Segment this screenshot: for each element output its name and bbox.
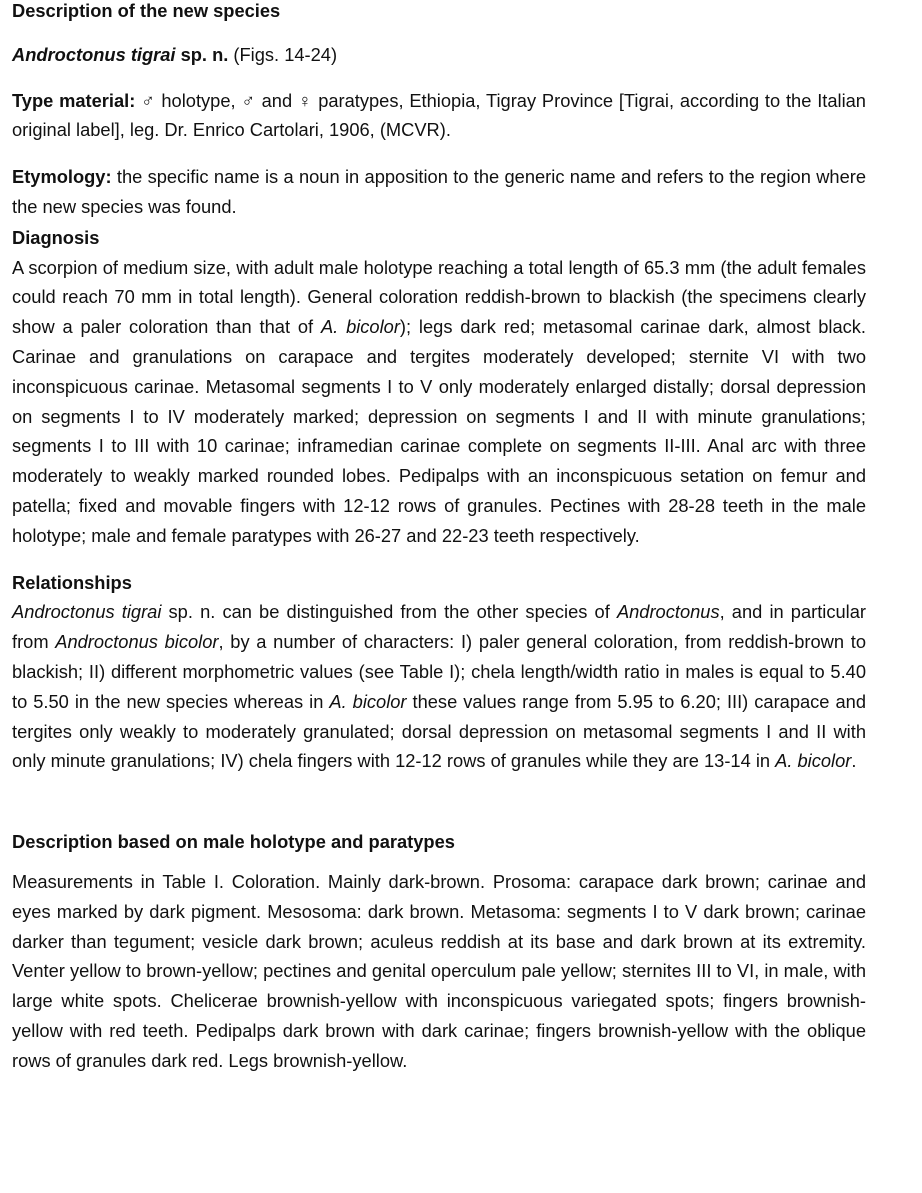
species-name: Androctonus tigrai (12, 43, 176, 65)
species-status: sp. n. (175, 43, 229, 65)
type-material-text: ♂ holotype, ♂ and ♀ paratypes, Ethiopia, Tigray Province [Tigrai, according to the Italian original label], leg. Dr. Enrico Cartolari, 1906, (MCVR). (12, 89, 866, 141)
etymology-paragraph (12, 162, 866, 222)
diagnosis-heading: Diagnosis (12, 226, 100, 248)
diagnosis-text-2: ); legs dark red; metasomal carinae dark, almost black. Carinae and granulations on carapace and tergites moderately developed; sternite VI with two inconspicuous carinae. Metasomal segments I to V only moderately enlarged distally; dorsal depression on segments I to IV moderately marked; depression on segments I and II with minute granulations; segments I to III with 10 carinae; inframedian carinae complete on segments II-III. Anal arc with three moderately to weakly marked rounded lobes. Pedipalps with an inconspicuous setation on femur and patella; fixed and movable fingers with 12-12 rows of granules. Pectines with 28-28 teeth in the male holotype; male and female paratypes with 26-27 and 22-23 teeth respectively. (12, 316, 866, 546)
relationships-species-3: A. bicolor (329, 690, 407, 712)
relationships-text-1: sp. n. can be distinguished from the other species of (161, 601, 617, 623)
type-material-paragraph (12, 86, 866, 146)
description-paragraph: Measurements in Table I. Coloration. Mainly dark-brown. Prosoma: carapace dark brown; carinae and eyes marked by dark pigment. Mesosoma: dark brown. Metasoma: segments I to V dark brown; carinae darker than tegument; vesicle dark brown; aculeus reddish at its base and dark brown at its extremity. Venter yellow to brown-yellow; pectines and genital operculum pale yellow; sternites III to VI, in male, with large white spots. Chelicerae brownish-yellow with inconspicuous variegated spots; fingers brownish-yellow with red teeth. Pedipalps dark brown with dark carinae; fingers brownish-yellow with the oblique rows of granules dark red. Legs brownish-yellow. (12, 870, 866, 1071)
relationships-text-3: , by a number of characters: I) paler general coloration, from reddish-brown to blackish; II) different morphometric values (see Table I); chela length/width ratio in males is equal to 5.40 to 5.50 in the new species whereas in (12, 631, 866, 712)
relationships-genus-1: Androctonus (616, 601, 720, 623)
relationships-species-4: A. bicolor (775, 750, 852, 772)
relationships-text-2: , and in particular from (12, 601, 866, 653)
figure-reference: (Figs. 14-24) (228, 43, 338, 65)
description-heading: Description based on male holotype and paratypes (12, 831, 455, 853)
relationships-species-2: Androctonus bicolor (55, 631, 219, 653)
species-line (12, 40, 866, 70)
diagnosis-paragraph (12, 253, 866, 551)
etymology-text: the specific name is a noun in apposition to the generic name and refers to the region where the new species was found. (12, 166, 866, 217)
relationships-heading: Relationships (12, 571, 132, 593)
type-material-label: Type material: (12, 89, 136, 111)
diagnosis-text-1: A scorpion of medium size, with adult male holotype reaching a total length of 65.3 mm (the adult females could reach 70 mm in total length). General coloration reddish-brown to blackish (the specimens clearly show a paler coloration than that of (12, 256, 866, 338)
relationships-text-4: these values range from 5.95 to 6.20; III) carapace and tergites only weakly to moderately granulated; dorsal depression on metasomal segments I and II with only minute granulations; IV) chela fingers with 12-12 rows of granules while they are 13-14 in (12, 690, 866, 772)
relationships-species-1: Androctonus tigrai (12, 601, 162, 623)
relationships-paragraph (12, 597, 866, 776)
diagnosis-species-1: A. bicolor (320, 316, 400, 338)
relationships-text-5: . (851, 750, 857, 772)
etymology-label: Etymology: (12, 166, 112, 188)
section-title: Description of the new species (12, 0, 281, 21)
